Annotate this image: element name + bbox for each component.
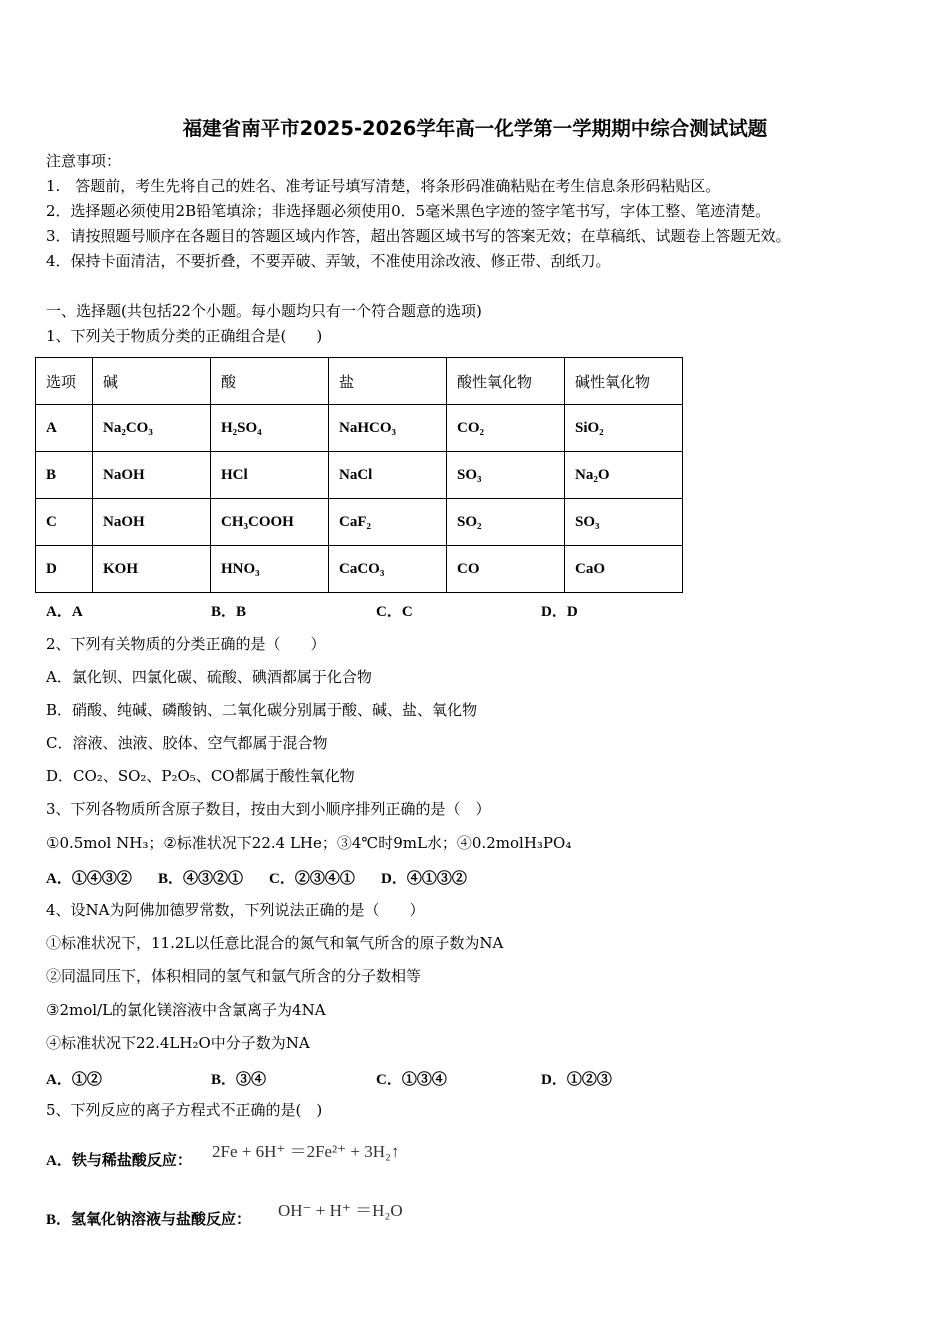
notice-item: 4．保持卡面清洁，不要折叠，不要弄破、弄皱，不准使用涂改液、修正带、刮纸刀。: [46, 252, 611, 270]
table-cell: CO₂: [447, 405, 565, 452]
table-cell: NaCl: [329, 452, 447, 499]
notice-item: 3．请按照题号顺序在各题目的答题区域内作答，超出答题区域书写的答案无效；在草稿纸、试题卷上答题无效。: [46, 227, 791, 245]
answer-option: B．③④: [211, 1072, 267, 1088]
answer-option: D．D: [541, 604, 578, 620]
table-header-cell: 酸: [211, 358, 329, 405]
question-stem: 1、下列关于物质分类的正确组合是( ): [46, 327, 323, 345]
table-cell: NaOH: [93, 499, 211, 546]
answer-option: B．B: [211, 604, 247, 620]
question-stem: 3、下列各物质所含原子数目，按由大到小顺序排列正确的是（ ）: [46, 800, 491, 818]
section-heading: 一、选择题(共包括22个小题。每小题均只有一个符合题意的选项): [46, 302, 482, 320]
question-stem: 2、下列有关物质的分类正确的是（ ）: [46, 635, 326, 653]
ionic-equation: 2Fe + 6H⁺ ＝2Fe²⁺ + 3H₂↑: [212, 1142, 400, 1161]
classification-table: [35, 357, 683, 593]
table-cell: KOH: [93, 546, 211, 593]
table-cell: SO₂: [447, 499, 565, 546]
answer-option: C．②③④①: [269, 871, 355, 887]
question-stem: 5、下列反应的离子方程式不正确的是( ): [46, 1101, 323, 1119]
table-cell: CaF₂: [329, 499, 447, 546]
table-header-cell: 碱性氧化物: [565, 358, 683, 405]
table-row: [36, 546, 683, 593]
page-title: 福建省南平市2025-2026学年高一化学第一学期期中综合测试试题: [182, 117, 768, 140]
notice-item: 2．选择题必须使用2B铅笔填涂；非选择题必须使用0．5毫米黑色字迹的签字笔书写，字体工整、笔迹清楚。: [46, 202, 771, 220]
table-cell: HCl: [211, 452, 329, 499]
answer-option: C．溶液、浊液、胶体、空气都属于混合物: [46, 734, 328, 752]
table-cell: Na₂O: [565, 452, 683, 499]
answer-option: C．①③④: [376, 1072, 447, 1088]
notice-item: 1. 答题前，考生先将自己的姓名、准考证号填写清楚，将条形码准确粘贴在考生信息条形码粘贴区。: [46, 177, 721, 195]
table-cell: HNO₃: [211, 546, 329, 593]
question-statement: ④标准状况下22.4LH₂O中分子数为NA: [46, 1034, 310, 1052]
answer-option-label: A．铁与稀盐酸反应：: [46, 1153, 192, 1169]
answer-option-label: B．氢氧化钠溶液与盐酸反应：: [46, 1212, 252, 1228]
answer-option: C．C: [376, 604, 413, 620]
table-cell: CO: [447, 546, 565, 593]
question-statement: ①标准状况下，11.2L以任意比混合的氮气和氧气所含的原子数为NA: [46, 934, 504, 952]
table-header-cell: 酸性氧化物: [447, 358, 565, 405]
question-stem: 4、设NA为阿佛加德罗常数，下列说法正确的是（ ）: [46, 901, 425, 919]
table-cell: H₂SO₄: [211, 405, 329, 452]
answer-option: A．A: [46, 604, 83, 620]
table-header-cell: 盐: [329, 358, 447, 405]
ionic-equation: OH⁻ + H⁺ ＝H₂O: [278, 1201, 403, 1220]
table-header-row: [36, 358, 683, 405]
answer-option: A．①②: [46, 1072, 102, 1088]
notice-heading: 注意事项：: [46, 152, 122, 170]
table-cell: SO₃: [447, 452, 565, 499]
table-cell: CaCO₃: [329, 546, 447, 593]
answer-option: B．硝酸、纯碱、磷酸钠、二氧化碳分别属于酸、碱、盐、氧化物: [46, 701, 478, 719]
table-cell: SO₃: [565, 499, 683, 546]
table-row: [36, 405, 683, 452]
question-detail: ①0.5mol NH₃；②标准状况下22.4 LHe；③4℃时9mL水；④0.2molH₃PO₄: [46, 834, 572, 852]
table-cell: CaO: [565, 546, 683, 593]
table-cell: D: [36, 546, 93, 593]
table-cell: A: [36, 405, 93, 452]
answer-option: D．④①③②: [381, 871, 467, 887]
table-cell: B: [36, 452, 93, 499]
answer-option: D．CO₂、SO₂、P₂O₅、CO都属于酸性氧化物: [46, 767, 355, 785]
table-cell: CH₃COOH: [211, 499, 329, 546]
table-cell: Na₂CO₃: [93, 405, 211, 452]
question-statement: ②同温同压下，体积相同的氢气和氩气所含的分子数相等: [46, 967, 422, 985]
table-cell: NaOH: [93, 452, 211, 499]
table-row: [36, 499, 683, 546]
answer-option: A．①④③②: [46, 871, 132, 887]
question-statement: ③2mol/L的氯化镁溶液中含氯离子为4NA: [46, 1001, 326, 1019]
answer-option: D．①②③: [541, 1072, 612, 1088]
table-header-cell: 选项: [36, 358, 93, 405]
table-row: [36, 452, 683, 499]
answer-option: B．④③②①: [158, 871, 244, 887]
table-cell: SiO₂: [565, 405, 683, 452]
table-cell: C: [36, 499, 93, 546]
table-header-cell: 碱: [93, 358, 211, 405]
table-cell: NaHCO₃: [329, 405, 447, 452]
answer-option: A．氯化钡、四氯化碳、硫酸、碘酒都属于化合物: [46, 668, 372, 686]
